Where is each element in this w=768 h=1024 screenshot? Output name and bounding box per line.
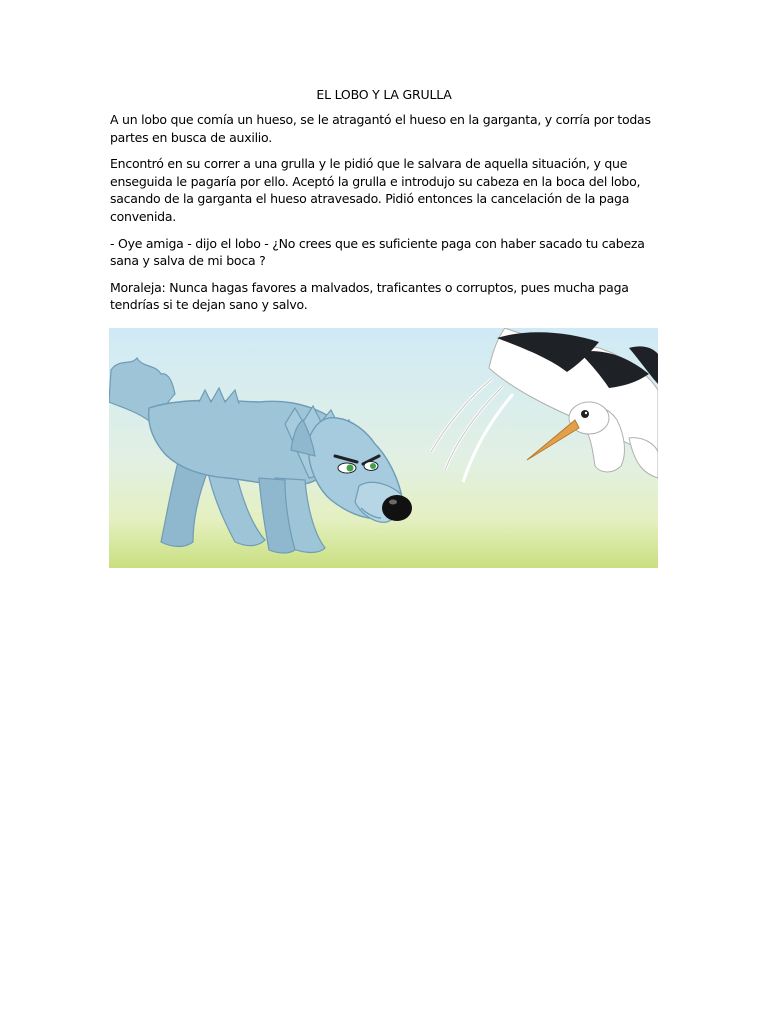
wolf-nose-highlight [389,500,397,505]
wolf-iris-left [347,465,354,472]
paragraph-intro: A un lobo que comía un hueso, se le atragantó el hueso en la garganta, y corría por todas partes en busca de auxilio. [110,112,651,145]
illustration-svg [109,328,658,568]
paragraph-moral: Moraleja: Nunca hagas favores a malvados, traficantes o corruptos, pues mucha paga tendrías si te dejan sano y salvo. [110,279,629,313]
crane-eye [581,410,589,418]
document-title: EL LOBO Y LA GRULLA [316,87,452,102]
paragraph-crane: Encontró en su correr a una grulla y le pidió que le salvara de aquella situación, y que enseguida le pagaría por ello. Aceptó la grulla e introdujo su cabeza en la boca del lobo, sacando de la garganta el hueso atravesado. Pidió entonces la cancelación de la paga convenida. [110,156,641,224]
wolf-and-crane-illustration [109,328,658,568]
wolf-iris-right [370,463,376,469]
document-content [110,86,658,323]
wolf-nose [382,495,412,521]
paragraph-dialogue: - Oye amiga - dijo el lobo - ¿No crees que es suficiente paga con haber sacado tu cabeza sana y salva de mi boca ? [110,235,645,269]
crane-eye-highlight [585,412,587,414]
